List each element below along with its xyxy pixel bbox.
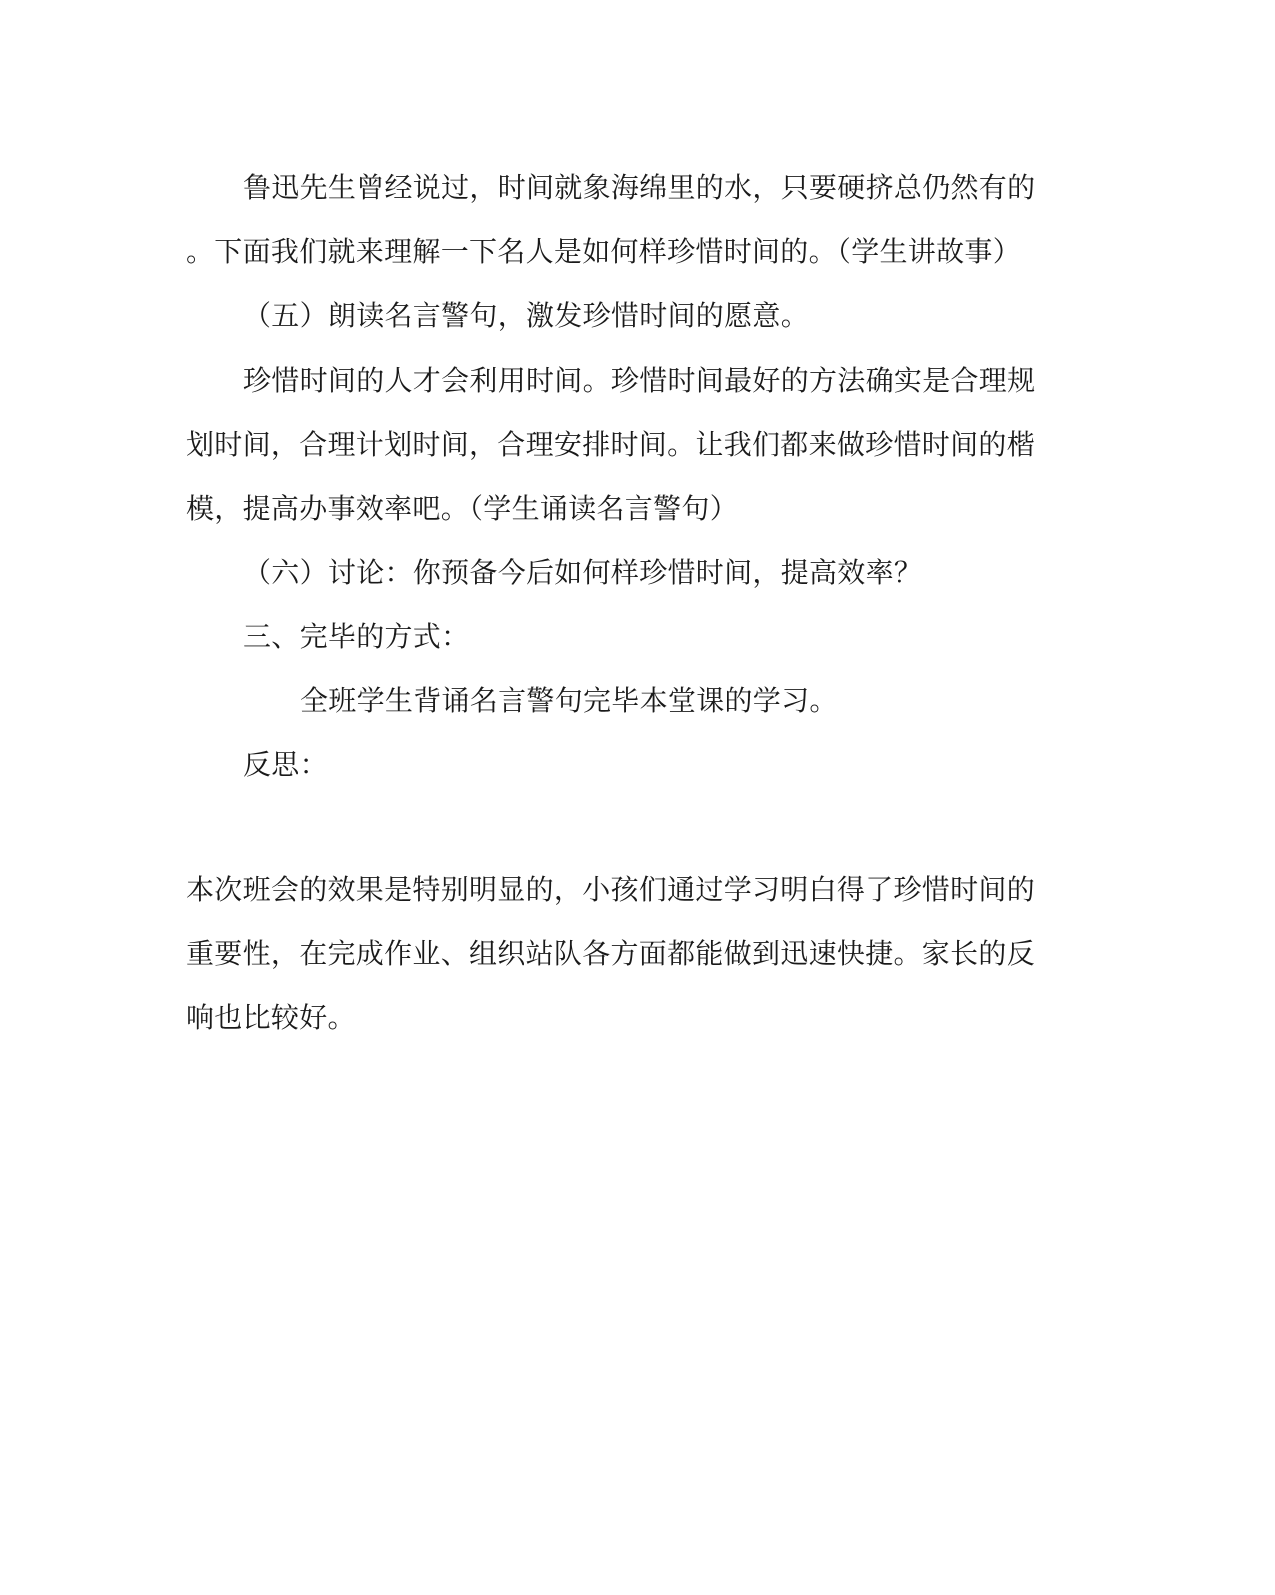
heading-section-six: （六）讨论：你预备今后如何样珍惜时间，提高效率？	[243, 556, 923, 589]
paragraph-lu-xun-line-1: 鲁迅先生曾经说过，时间就象海绵里的水，只要硬挤总仍然有的	[243, 171, 1036, 204]
paragraph-reflection-line-3: 响也比较好。	[186, 1001, 356, 1034]
heading-reflection: 反思：	[243, 748, 328, 781]
paragraph-reflection-line-2: 重要性，在完成作业、组织站队各方面都能做到迅速快捷。家长的反	[186, 937, 1036, 970]
paragraph-reflection-line-1: 本次班会的效果是特别明显的，小孩们通过学习明白得了珍惜时间的	[186, 873, 1036, 906]
paragraph-cherish-time-line-3: 模，提高办事效率吧。（学生诵读名言警句）	[186, 492, 739, 525]
paragraph-lu-xun-line-2: 。下面我们就来理解一下名人是如何样珍惜时间的。（学生讲故事）	[186, 235, 1022, 268]
heading-section-five: （五）朗读名言警句，激发珍惜时间的愿意。	[243, 299, 810, 332]
paragraph-cherish-time-line-2: 划时间，合理计划时间，合理安排时间。让我们都来做珍惜时间的楷	[186, 428, 1036, 461]
heading-part-three: 三、完毕的方式：	[243, 620, 470, 653]
paragraph-closing: 全班学生背诵名言警句完毕本堂课的学习。	[300, 684, 838, 717]
paragraph-cherish-time-line-1: 珍惜时间的人才会利用时间。珍惜时间最好的方法确实是合理规	[243, 364, 1036, 397]
